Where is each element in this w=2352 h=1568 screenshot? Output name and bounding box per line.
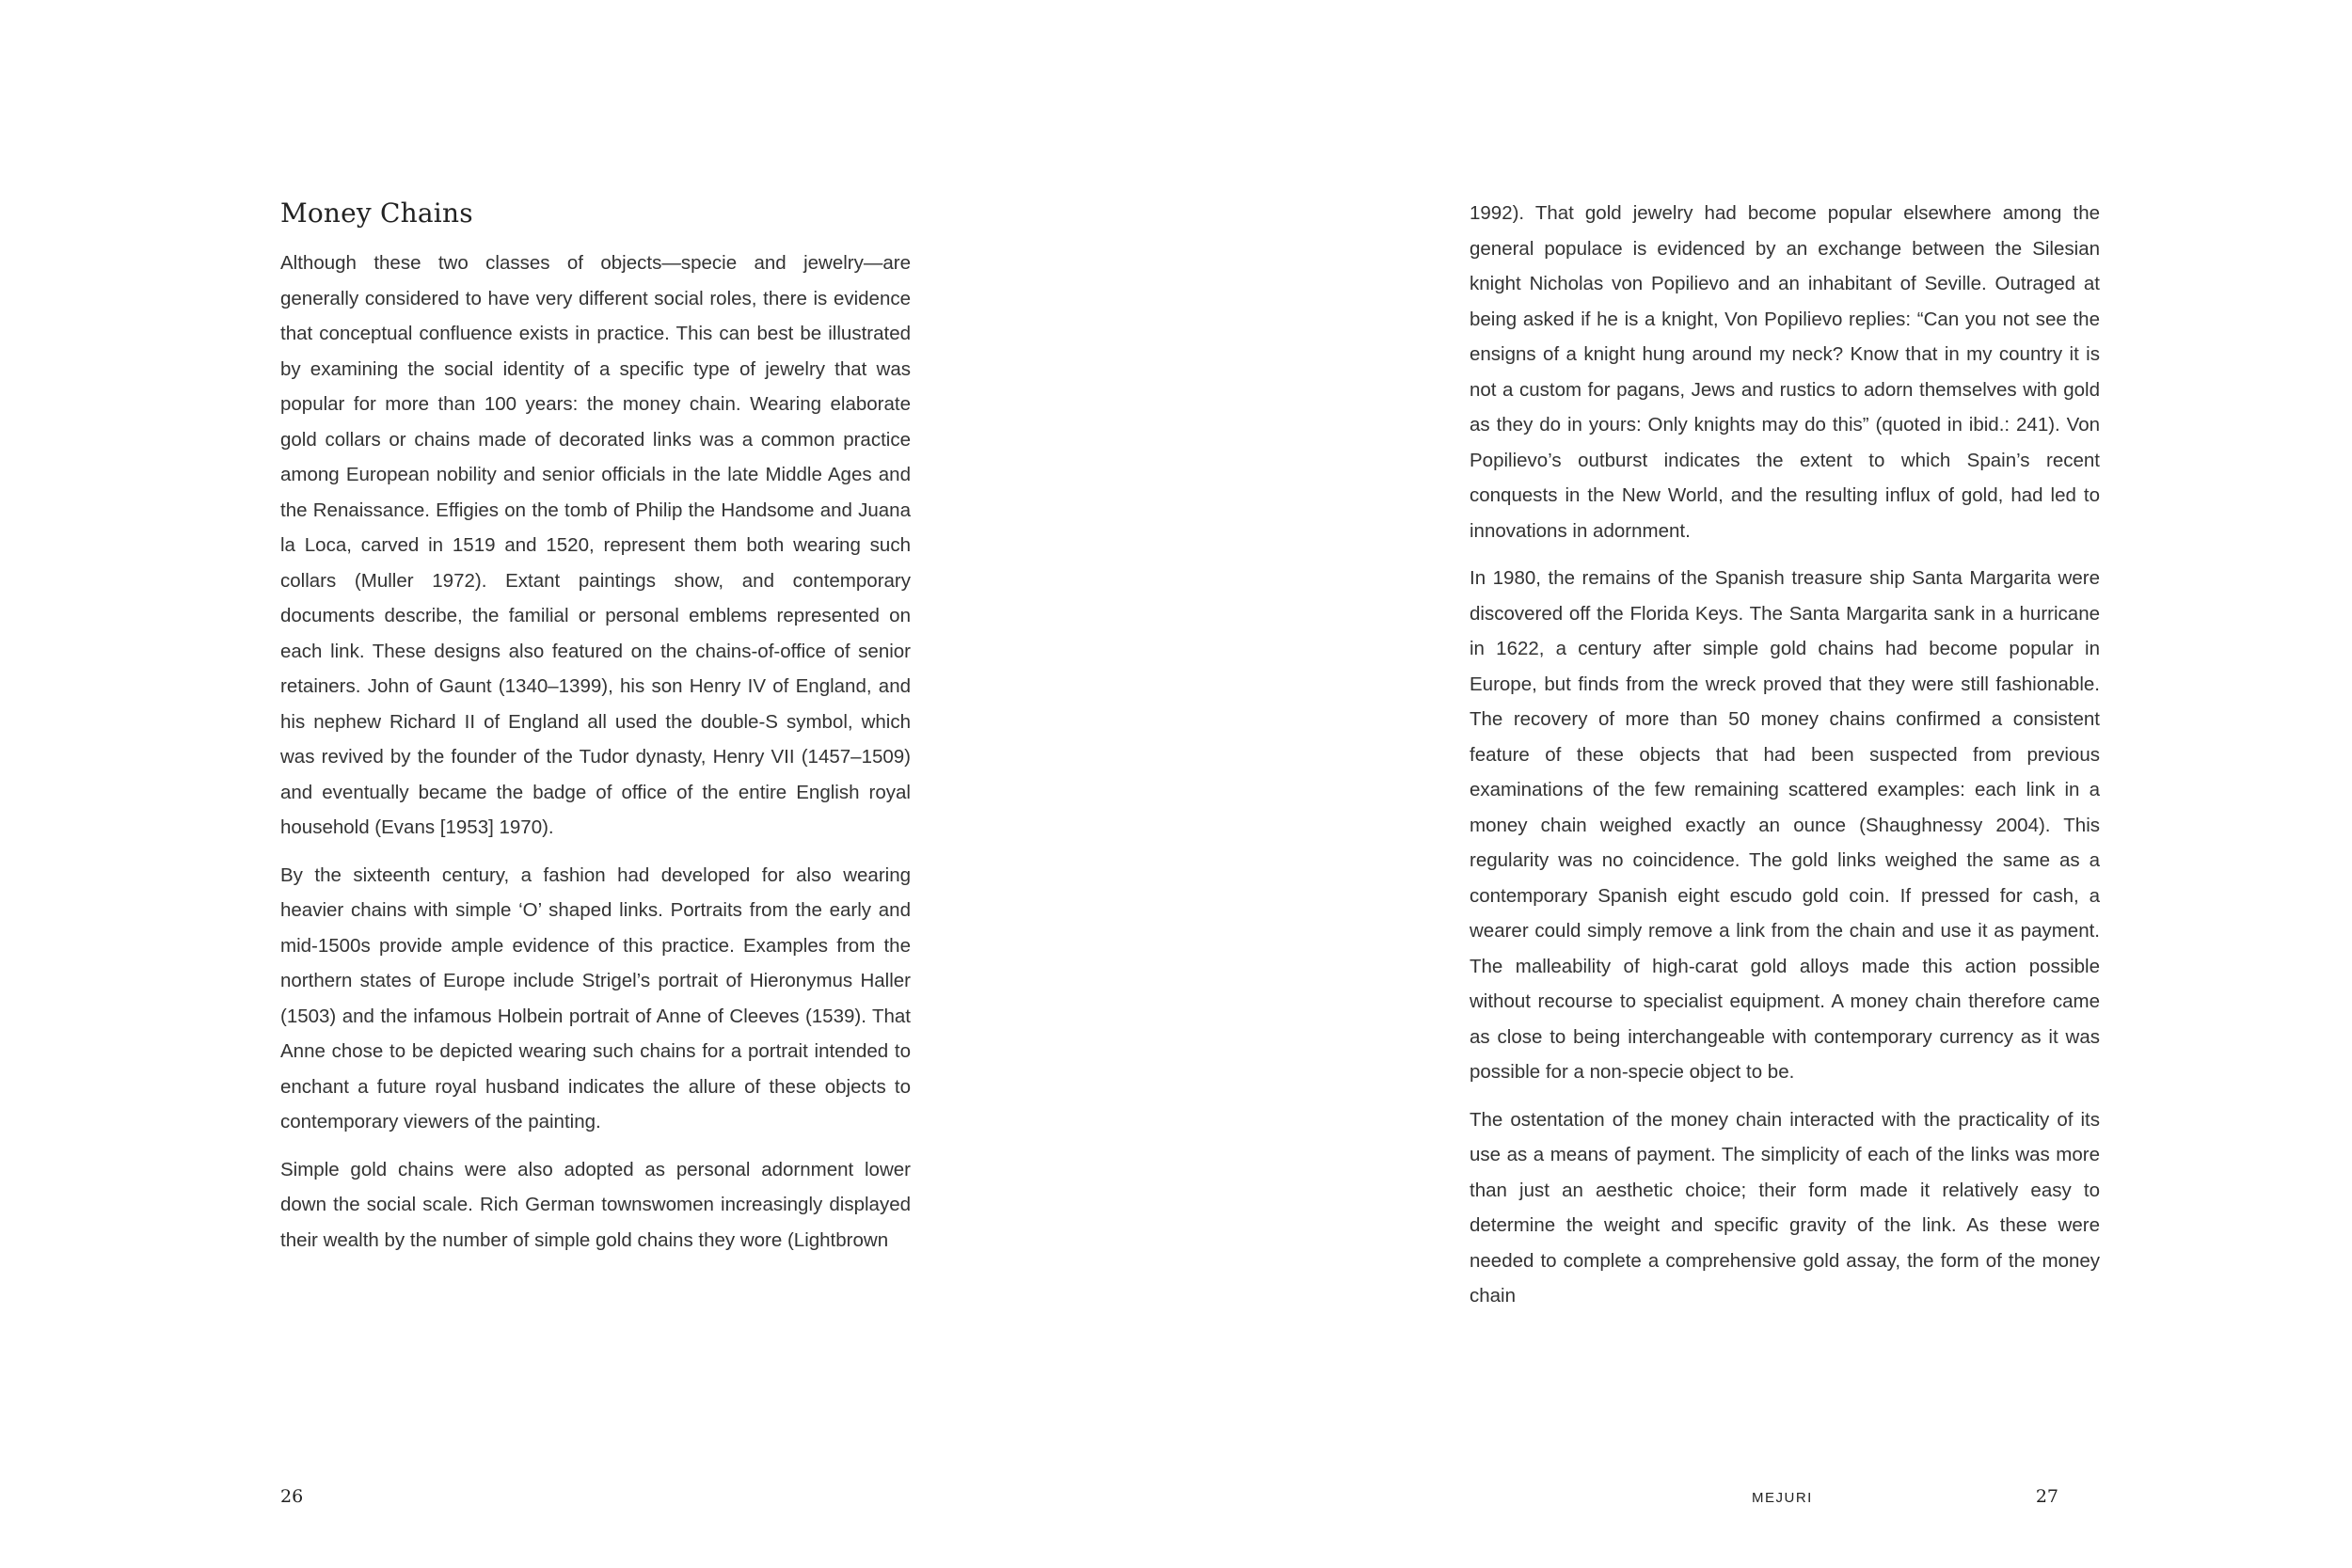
body-paragraph: 1992). That gold jewelry had become popular elsewhere among the general populace is evidenced by an exchange between the Silesian knight Nicholas von Popilievo and an inhabitant of Seville. Outraged at being asked if he is a knight, Von Popilievo replies: “Can you not see the ensigns of a knight hung around my neck? Know that in my country it is not a custom for pagans, Jews and rustics to adorn themselves with gold as they do in yours: Only knights may do this” (quoted in ibid.: 241). Von Popilievo’s outburst indicates the extent to which Spain’s recent conquests in the New World, and the resulting influx of gold, had led to innovations in adornment.: [1470, 202, 2100, 542]
running-title: MEJURI: [1752, 1490, 1813, 1506]
section-heading: Money Chains: [280, 198, 473, 229]
body-paragraph: By the sixteenth century, a fashion had developed for also wearing heavier chains with simple ‘O’ shaped links. Portraits from the early and mid-1500s provide ample evidence of this practice. Examples from the northern states of Europe include Strigel’s portrait of Hieronymus Haller (1503) and the infamous Holbein portrait of Anne of Cleeves (1539). That Anne chose to be depicted wearing such chains for a portrait intended to enchant a future royal husband indicates the allure of these objects to contemporary viewers of the painting.: [280, 863, 911, 1132]
left-text-column: [280, 193, 911, 1270]
body-paragraph: Although these two classes of objects—specie and jewelry—are generally considered to have very different social roles, there is evidence that conceptual confluence exists in practice. This can best be illustrated by examining the social identity of a specific type of jewelry that was popular for more than 100 years: the money chain. Wearing elaborate gold collars or chains made of decorated links was a common practice among European nobility and senior officials in the late Middle Ages and the Renaissance. Effigies on the tomb of Philip the Handsome and Juana la Loca, carved in 1519 and 1520, represent them both wearing such collars (Muller 1972). Extant paintings show, and contemporary documents describe, the familial or personal emblems represented on each link. These designs also featured on the chains-of-office of senior retainers. John of Gaunt (1340–1399), his son Henry IV of England, and his nephew Richard II of England all used the double-S symbol, which was revived by the founder of the Tudor dynasty, Henry VII (1457–1509) and eventually became the badge of office of the entire English royal household (Evans [1953] 1970).: [280, 252, 911, 838]
body-paragraph: In 1980, the remains of the Spanish treasure ship Santa Margarita were discovered off the Florida Keys. The Santa Margarita sank in a hurricane in 1622, a century after simple gold chains had become popular in Europe, but finds from the wreck proved that they were still fashionable. The recovery of more than 50 money chains confirmed a consistent feature of these objects that had been suspected from previous examinations of the few remaining scattered examples: each link in a money chain weighed exactly an ounce (Shaughnessy 2004). This regularity was no coincidence. The gold links weighed the same as a contemporary Spanish eight escudo gold coin. If pressed for cash, a wearer could simply remove a link from the chain and use it as payment. The malleability of high-carat gold alloys made this action possible without recourse to specialist equipment. A money chain therefore came as close to being interchangeable with contemporary currency as it was possible for a non-specie object to be.: [1470, 567, 2100, 1083]
body-paragraph: Simple gold chains were also adopted as personal adornment lower down the social scale. Rich German townswomen increasingly displayed their wealth by the number of simple gold chains they wore (Lightbrown: [280, 1158, 911, 1251]
left-page-number: 26: [280, 1486, 304, 1507]
right-text-column: [1470, 196, 2100, 1326]
body-paragraph: The ostentation of the money chain interacted with the practicality of its use as a means of payment. The simplicity of each of the links was more than just an aesthetic choice; their form made it relatively easy to determine the weight and specific gravity of the link. As these were needed to complete a comprehensive gold assay, the form of the money chain: [1470, 1108, 2100, 1307]
right-page-number: 27: [2035, 1486, 2058, 1507]
right-page: [1176, 0, 2352, 1568]
